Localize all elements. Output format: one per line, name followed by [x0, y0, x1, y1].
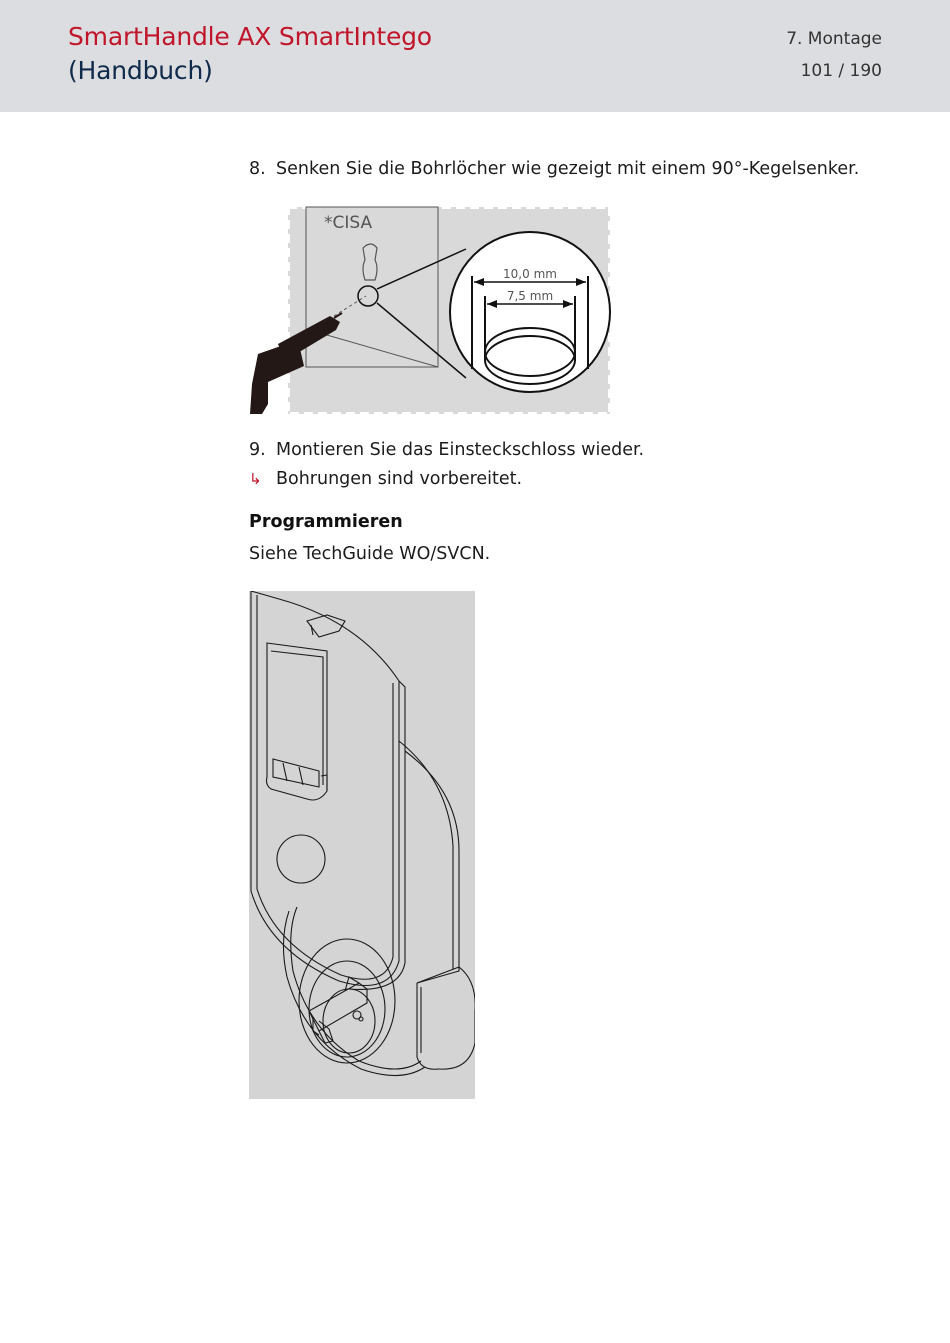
section-heading: Programmieren: [249, 512, 403, 532]
step-number: 8.: [249, 159, 266, 179]
document-title: SmartHandle AX SmartIntego: [68, 22, 432, 51]
step-text: Montieren Sie das Einsteckschloss wieder.: [276, 440, 645, 460]
page-header: [0, 0, 950, 112]
step-9: [249, 440, 644, 460]
outer-diameter-label: 10,0 mm: [503, 267, 557, 281]
step-text: Senken Sie die Bohrlöcher wie gezeigt mit einem 90°-Kegelsenker.: [276, 159, 860, 179]
inner-diameter-label: 7,5 mm: [506, 289, 554, 303]
cisa-label: *CISA: [324, 213, 373, 233]
step-number: 9.: [249, 440, 266, 460]
section-body: Siehe TechGuide WO/SVCN.: [249, 544, 491, 564]
step-result: [249, 469, 522, 489]
chapter-label: 7. Montage: [786, 29, 882, 49]
countersink-figure: [248, 204, 612, 416]
result-arrow-icon: ↳: [249, 470, 262, 488]
step-8: [249, 159, 859, 179]
page-number: 101 / 190: [800, 61, 882, 81]
result-text: Bohrungen sind vorbereitet.: [276, 469, 523, 489]
document-subtitle: (Handbuch): [68, 56, 213, 85]
smarthandle-figure: [249, 591, 475, 1099]
